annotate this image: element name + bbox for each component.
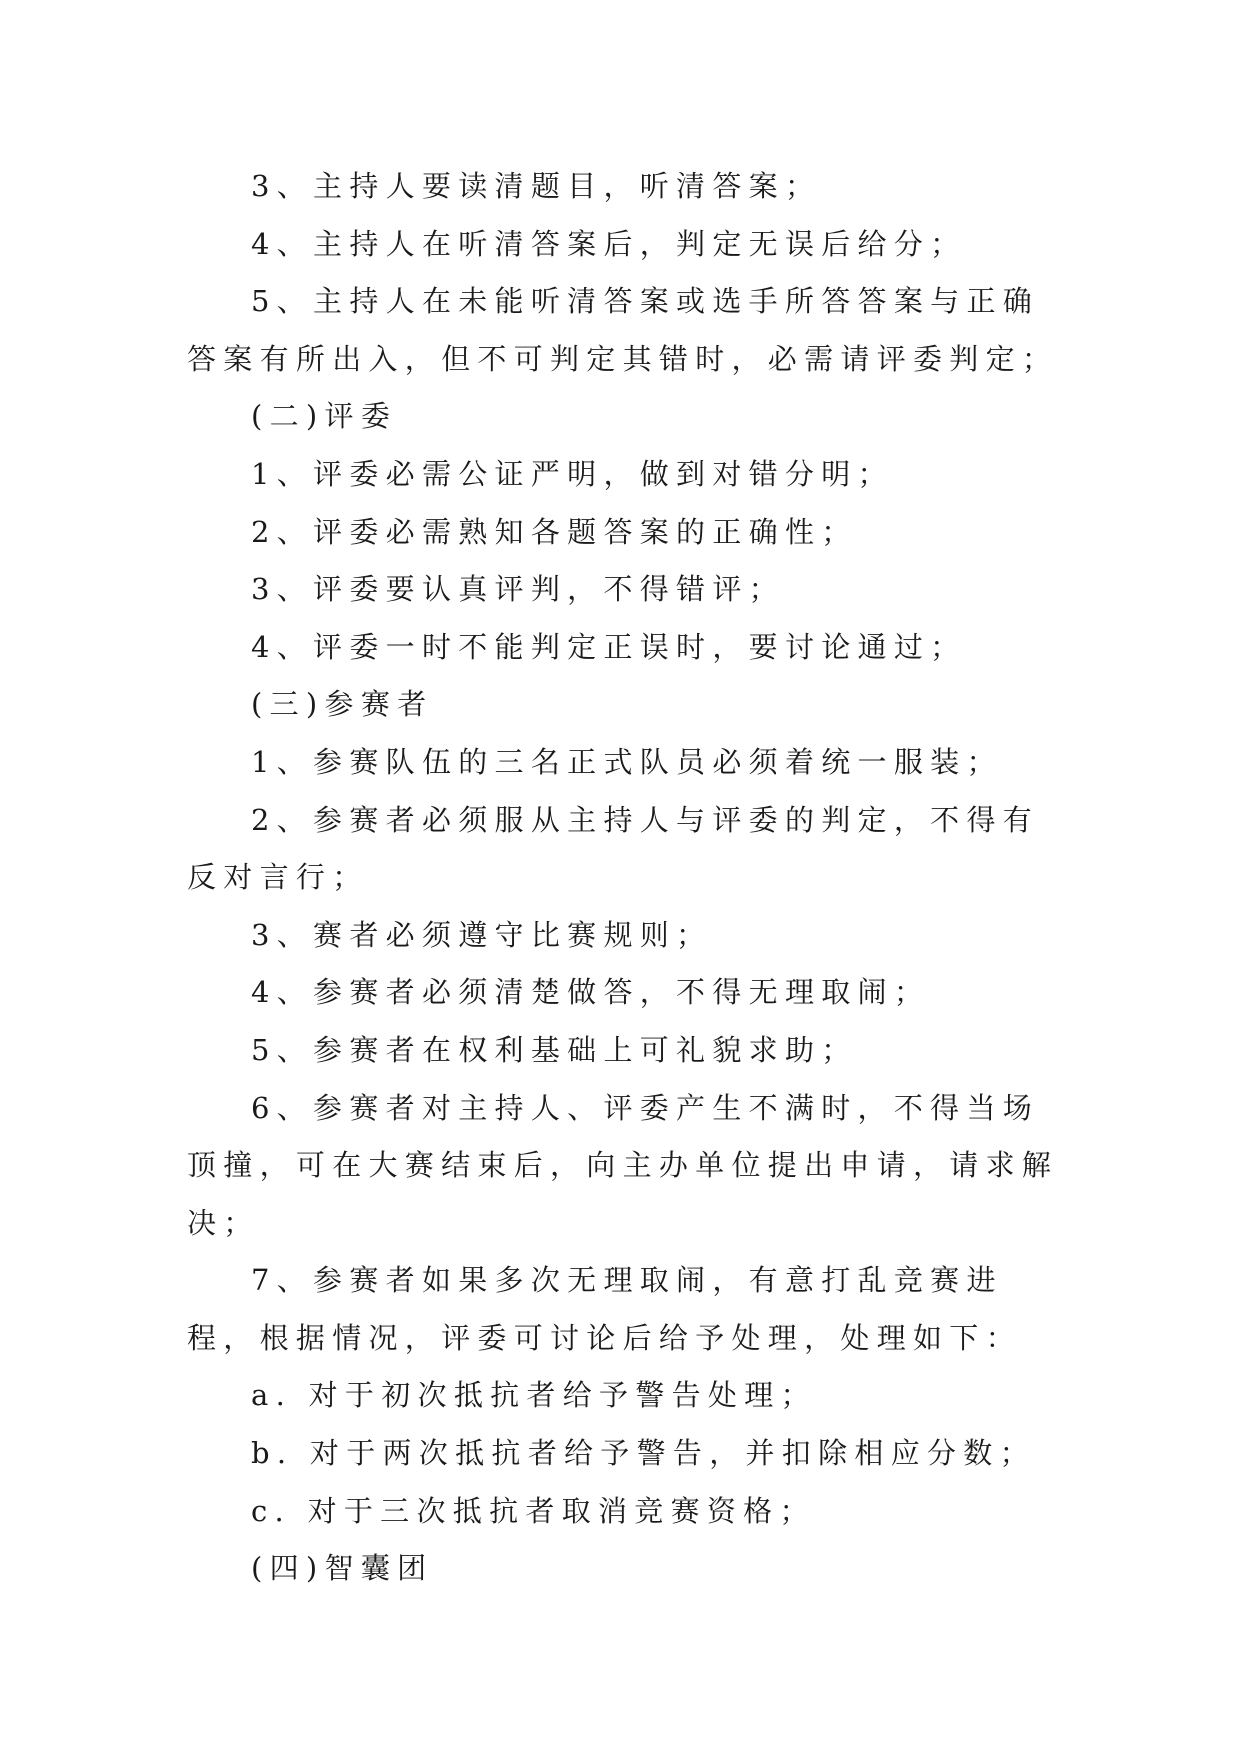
- paragraph-host-rule-5: 5、主持人在未能听清答案或选手所答答案与正确答案有所出入，但不可判定其错时，必需请评委判定；: [187, 284, 1059, 376]
- paragraph-participant-rule-2: 2、参赛者必须服从主持人与评委的判定，不得有反对言行；: [187, 802, 1040, 895]
- paragraph-participant-rule-4: 4、参赛者必须清楚做答，不得无理取闹；: [251, 975, 931, 1010]
- paragraph-participant-rule-3: 3、赛者必须遵守比赛规则；: [251, 917, 713, 952]
- paragraph-host-rule-4: 4、主持人在听清答案后，判定无误后给分；: [251, 226, 967, 261]
- section-heading-judges: (二)评委: [251, 399, 398, 434]
- paragraph-penalty-b: b. 对于两次抵抗者给予警告，并扣除相应分数；: [251, 1436, 1036, 1471]
- paragraph-judge-rule-2: 2、评委必需熟知各题答案的正确性；: [251, 514, 858, 549]
- section-heading-participants: (三)参赛者: [251, 687, 434, 722]
- paragraph-penalty-a: a. 对于初次抵抗者给予警告处理；: [251, 1378, 817, 1413]
- paragraph-host-rule-3: 3、主持人要读清题目，听清答案；: [251, 169, 822, 203]
- document-body: [187, 158, 1067, 1598]
- paragraph-judge-rule-1: 1、评委必需公证严明，做到对错分明；: [251, 456, 894, 491]
- paragraph-judge-rule-3: 3、评委要认真评判，不得错评；: [251, 572, 785, 607]
- paragraph-judge-rule-4: 4、评委一时不能判定正误时，要讨论通过；: [251, 629, 967, 664]
- paragraph-penalty-c: c. 对于三次抵抗者取消竞赛资格；: [251, 1493, 816, 1528]
- paragraph-participant-rule-7: 7、参赛者如果多次无理取闹，有意打乱竞赛进程，根据情况，评委可讨论后给予处理，处理如下：: [187, 1263, 1022, 1355]
- section-heading-think-tank: (四)智囊团: [251, 1551, 434, 1586]
- paragraph-participant-rule-5: 5、参赛者在权利基础上可礼貌求助；: [251, 1032, 858, 1067]
- paragraph-participant-rule-1: 1、参赛队伍的三名正式队员必须着统一服装；: [251, 744, 1003, 779]
- paragraph-participant-rule-6: 6、参赛者对主持人、评委产生不满时，不得当场顶撞，可在大赛结束后，向主办单位提出申请，请求解决；: [187, 1090, 1059, 1240]
